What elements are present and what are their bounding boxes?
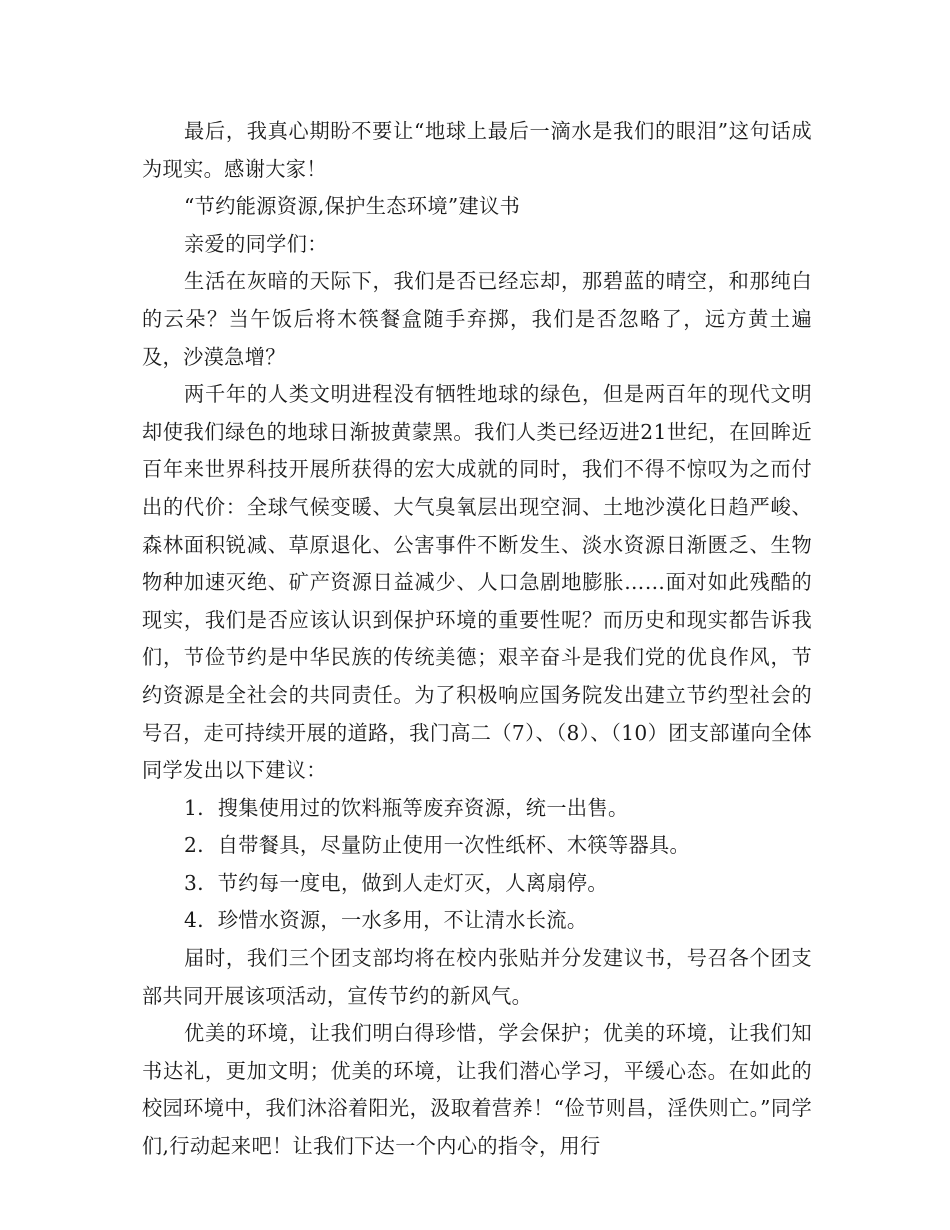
- proposal-item: 3．节约每一度电，做到人走灯灭，人离扇停。: [184, 870, 608, 895]
- proposal-item: 2．自带餐具，尽量防止使用一次性纸杯、木筷等器具。: [184, 833, 691, 858]
- document-body: [142, 113, 812, 1166]
- body-paragraph: 生活在灰暗的天际下，我们是否已经忘却，那碧蓝的晴空，和那纯白的云朵？当午饭后将木筷餐盒随手弃掷，我们是否忽略了，远方黄土遍及，沙漠急增？: [142, 269, 812, 369]
- proposal-title: “节约能源资源,保护生态环境”建议书: [184, 194, 521, 219]
- body-paragraph: 优美的环境，让我们明白得珍惜，学会保护；优美的环境，让我们知书达礼，更加文明；优美的环境，让我们潜心学习，平缓心态。在如此的校园环境中，我们沐浴着阳光，汲取着营养！“俭节则昌，淫佚则亡。”同学们,行动起来吧！让我们下达一个内心的指令，用行: [142, 1021, 812, 1159]
- body-paragraph: 两千年的人类文明进程没有牺牲地球的绿色，但是两百年的现代文明却使我们绿色的地球日渐披黄蒙黑。我们人类已经迈进21世纪，在回眸近百年来世界科技开展所获得的宏大成就的同时，我们不得不惊叹为之而付出的代价：全球气候变暖、大气臭氧层出现空洞、土地沙漠化日趋严峻、森林面积锐减、草原退化、公害事件不断发生、淡水资源日渐匮乏、生物物种加速灭绝、矿产资源日益减少、人口急剧地膨胀……面对如此残酷的现实，我们是否应该认识到保护环境的重要性呢？而历史和现实都告诉我们，节俭节约是中华民族的传统美德；艰辛奋斗是我们党的优良作风，节约资源是全社会的共同责任。为了积极响应国务院发出建立节约型社会的号召，走可持续开展的道路，我门高二（7）、（8）、（10）团支部谨向全体同学发出以下建议：: [142, 382, 812, 783]
- body-paragraph: 届时，我们三个团支部均将在校内张贴并分发建议书，号召各个团支部共同开展该项活动，宣传节约的新风气。: [142, 946, 812, 1008]
- proposal-item: 1．搜集使用过的饮料瓶等废弃资源，统一出售。: [184, 795, 629, 820]
- closing-paragraph: 最后，我真心期盼不要让“地球上最后一滴水是我们的眼泪”这句话成为现实。感谢大家！: [142, 119, 812, 181]
- salutation: 亲爱的同学们：: [184, 231, 328, 256]
- proposal-item: 4．珍惜水资源，一水多用，不让清水长流。: [184, 908, 588, 933]
